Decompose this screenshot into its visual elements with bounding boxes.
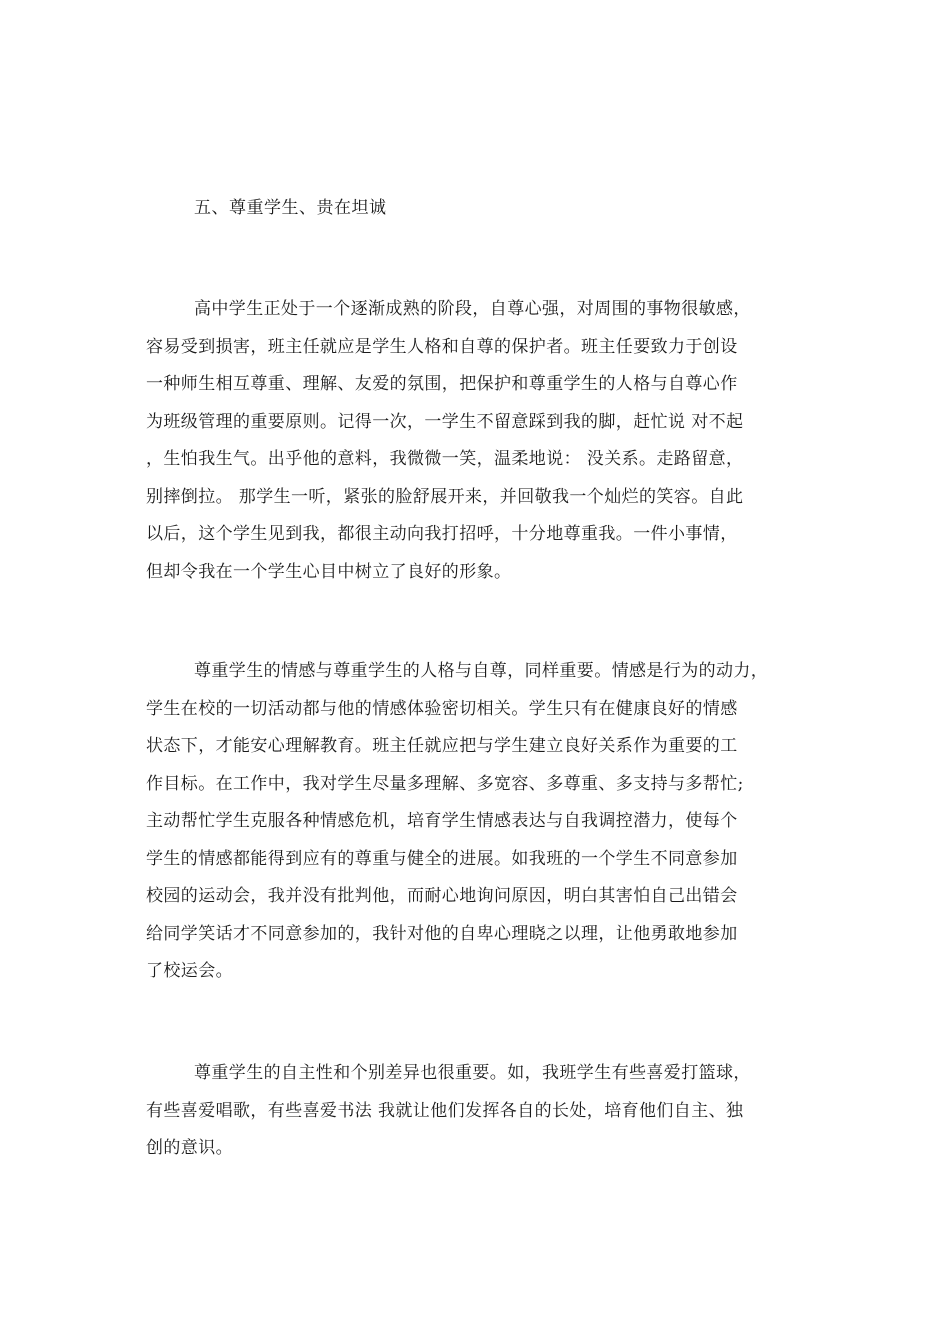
paragraph-respect-dignity xyxy=(146,291,826,591)
text-line: 高中学生正处于一个逐渐成熟的阶段，自尊心强，对周围的事物很敏感， xyxy=(194,299,751,319)
text-line: 尊重学生的情感与尊重学生的人格与自尊，同样重要。情感是行为的动力， xyxy=(194,661,769,681)
paragraph-respect-emotions xyxy=(146,653,826,991)
text-line: 学生在校的一切活动都与他的情感体验密切相关。学生只有在健康良好的情感 xyxy=(146,698,738,719)
text-line: 主动帮忙学生克服各种情感危机，培育学生情感表达与自我调控潜力，使每个 xyxy=(146,811,738,831)
text-line: 作目标。在工作中，我对学生尽量多理解、多宽容、多尊重、多支持与多帮忙; xyxy=(146,773,744,794)
text-line: 给同学笑话才不同意参加的，我针对他的自卑心理晓之以理，让他勇敢地参加 xyxy=(146,923,738,944)
text-line: 了校运会。 xyxy=(146,961,233,981)
text-line: 为班级管理的重要原则。记得一次，一学生不留意踩到我的脚，赶忙说 对不起 xyxy=(146,411,744,432)
text-line: 尊重学生的自主性和个别差异也很重要。如，我班学生有些喜爱打篮球， xyxy=(194,1063,751,1083)
text-line: 状态下，才能安心理解教育。班主任就应把与学生建立良好关系作为重要的工 xyxy=(146,736,738,756)
text-line: 学生的情感都能得到应有的尊重与健全的进展。如我班的一个学生不同意参加 xyxy=(146,848,738,869)
text-line: 创的意识。 xyxy=(146,1138,233,1158)
text-line: 别摔倒拉。 那学生一听，紧张的脸舒展开来，并回敬我一个灿烂的笑容。自此 xyxy=(146,486,744,507)
text-line: 有些喜爱唱歌，有些喜爱书法 我就让他们发挥各自的长处，培育他们自主、独 xyxy=(146,1100,744,1121)
text-line: 一种师生相互尊重、理解、友爱的氛围，把保护和尊重学生的人格与自尊心作 xyxy=(146,374,738,394)
paragraph-respect-autonomy xyxy=(146,1055,826,1168)
text-line: 容易受到损害，班主任就应是学生人格和自尊的保护者。班主任要致力于创设 xyxy=(146,336,738,357)
text-line: 校园的运动会，我并没有批判他，而耐心地询问原因，明白其害怕自己出错会 xyxy=(146,886,738,906)
text-line: ，生怕我生气。出乎他的意料，我微微一笑，温柔地说： 没关系。走路留意， xyxy=(146,449,744,469)
text-line: 以后，这个学生见到我，都很主动向我打招呼，十分地尊重我。一件小事情， xyxy=(146,524,738,544)
section-heading: 五、尊重学生、贵在坦诚 xyxy=(194,198,387,218)
text-line: 但却令我在一个学生心目中树立了良好的形象。 xyxy=(146,561,512,582)
